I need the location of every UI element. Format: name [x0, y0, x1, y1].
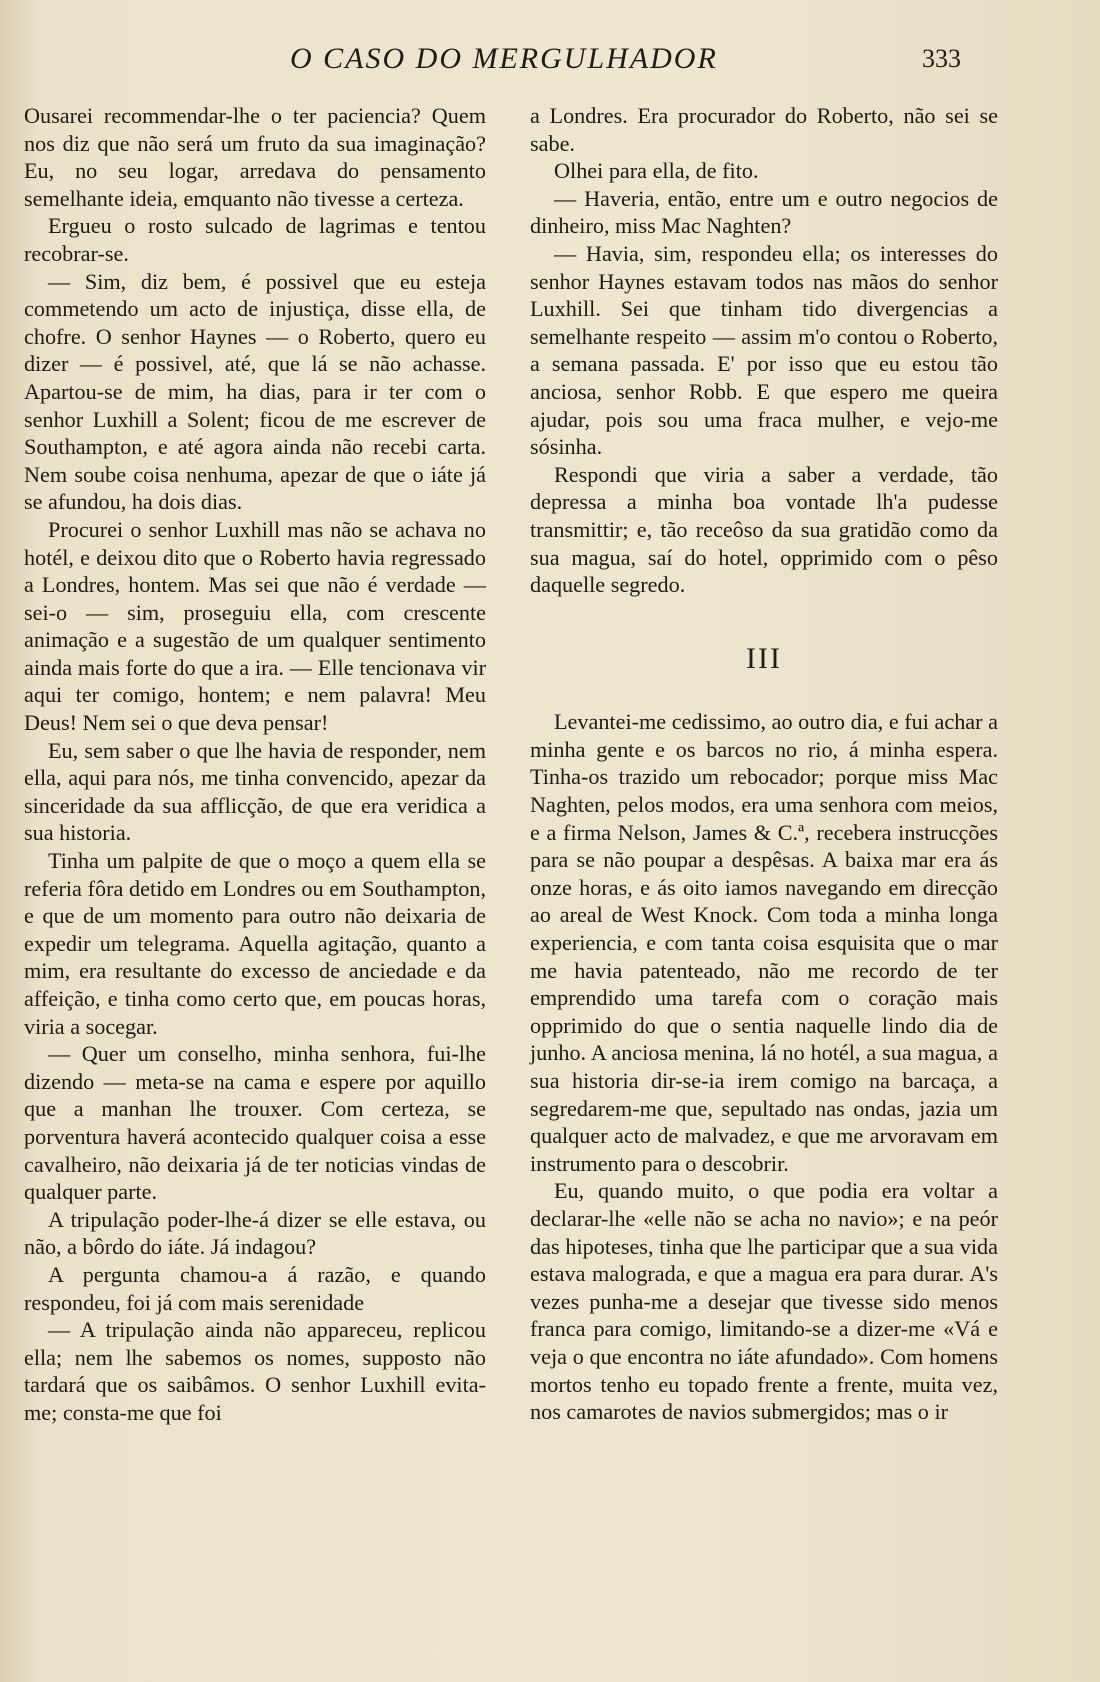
paragraph: Ergueu o rosto sulcado de lagrimas e tentou recobrar-se.: [24, 213, 486, 266]
paragraph: A tripulação poder-lhe-á dizer se elle estava, ou não, a bôrdo do iáte. Já indagou?: [24, 1206, 486, 1260]
paragraph: Eu, sem saber o que lhe havia de responder, nem ella, aqui para nós, me tinha convencido, apezar da sinceridade da sua afflicção, de que era veridica a sua historia.: [24, 737, 486, 846]
paragraph: — Sim, diz bem, é possivel que eu esteja commetendo um acto de injustiça, disse ella, de chofre. O senhor Haynes — o Roberto, quero eu dizer — é possivel, até, que lá se não achasse. Apartou-se de mim, ha dias, para ir ter com o senhor Luxhill a Solent; ficou de me escrever de Southampton, e até agora ainda não recebi carta. Nem soube coisa nenhuma, apezar de que o iáte já se afundou, ha dois dias.: [24, 268, 486, 515]
section-heading: III: [746, 641, 782, 675]
paragraph: — A tripulação ainda não appareceu, replicou ella; nem lhe sabemos os nomes, supposto não tardará que os saibâmos. O senhor Luxhill evita-me; consta-me que foi: [24, 1317, 486, 1425]
paragraph: — Quer um conselho, minha senhora, fui-lhe dizendo — meta-se na cama e espere por aquillo que a manhan lhe trouxer. Com certeza, se porventura haverá acontecido qualquer coisa a esse cavalheiro, não deixaria já de ter noticias vindas de qualquer parte.: [24, 1041, 486, 1205]
paragraph: Respondi que viria a saber a verdade, tão depressa a minha boa vontade lh'a pudesse transmittir; e, tão recеôso da sua gratidão como da sua magua, saí do hotel, opprimido com o pêso daquelle segredo.: [530, 461, 998, 598]
paragraph: A pergunta chamou-a á razão, e quando respondeu, foi já com mais serenidade: [24, 1261, 486, 1315]
paragraph: Ousarei recommendar-lhe o ter paciencia? Quem nos diz que não será um fruto da sua imaginação? Eu, no seu logar, arredava do pensamento semelhante ideia, emquanto não tivesse a certeza.: [24, 103, 486, 211]
paragraph: Levantei-me cedissimo, ao outro dia, e fui achar a minha gente e os barcos no rio, á minha espera. Tinha-os trazido um rebocador; porque miss Mac Naghten, pelos modos, era uma senhora com meios, e a firma Nelson, James & C.ª, recebera instrucções para se não poupar a despêsas. A baixa mar era ás onze horas, e ás oito iamos navegando em direcção ao areal de West Knock. Com toda a minha longa experiencia, e com tanta coisa esquisita que o mar me havia patenteado, não me recordo de ter emprendido uma tarefa com o coração mais opprimido do que o sentia naquelle lindo dia de junho. A anciosa menina, lá no hotél, a sua magua, a sua historia dir-se-ia irem comigo na barcaça, a segredarem-me que, sepultado nas ondas, jazia um qualquer acto de malvadez, e que me arvoravam em instrumento para o descobrir.: [530, 709, 998, 1176]
paragraph: — Haveria, então, entre um e outro negocios de dinheiro, miss Mac Naghten?: [530, 185, 998, 239]
paragraph: Tinha um palpite de que o moço a quem ella se referia fôra detido em Londres ou em Southampton, e que de um momento para outro não deixaria de expedir um telegrama. Aquella agitação, quanto a mim, era resultante do excesso de anciedade e da affeição, e tinha como certo que, em poucas horas, viria a socegar.: [24, 848, 486, 1039]
paragraph: Procurei o senhor Luxhill mas não se achava no hotél, e deixou dito que o Roberto havia regressado a Londres, hontem. Mas sei que não é verdade — sei-o — sim, proseguiu ella, com crescente animação e a sugestão de um qualquer sentimento ainda mais forte do que a ira. — Elle tencionava vir aqui ter comigo, hontem; e nem palavra! Meu Deus! Nem sei o que deva pensar!: [24, 516, 486, 736]
page-number: 333: [922, 44, 961, 73]
left-column: [24, 102, 486, 1427]
paragraph: — Havia, sim, respondeu ella; os interesses do senhor Haynes estavam todos nas mãos do senhor Luxhill. Sei que tinham tido divergencias a semelhante respeito — assim m'o contou o Roberto, a semana passada. E' por isso que eu estou tão anciosa, senhor Robb. E que espero me queira ajudar, pois sou uma fraca mulher, e vejo-me sósinha.: [530, 240, 998, 460]
right-column: [530, 102, 998, 1426]
running-title: O CASO DO MERGULHADOR: [290, 42, 718, 75]
running-head: [0, 42, 1100, 82]
paragraph: Eu, quando muito, o que podia era voltar a declarar-lhe «elle não se acha no navio»; e na peór das hipoteses, tinha que lhe participar que a sua vida estava malograda, e que a magua era para durar. A's vezes punha-me a desejar que tivesse sido menos franca para comigo, limitando-se a dizer-me «Vá e veja o que encontra no iáte afundado». Com homens mortos tenho eu topado frente a frente, muita vez, nos camarotes de navios submergidos; mas o ir: [530, 1178, 998, 1425]
paragraph: a Londres. Era procurador do Roberto, não sei se sabe.: [530, 103, 998, 156]
paragraph: Olhei para ella, de fito.: [554, 158, 759, 184]
